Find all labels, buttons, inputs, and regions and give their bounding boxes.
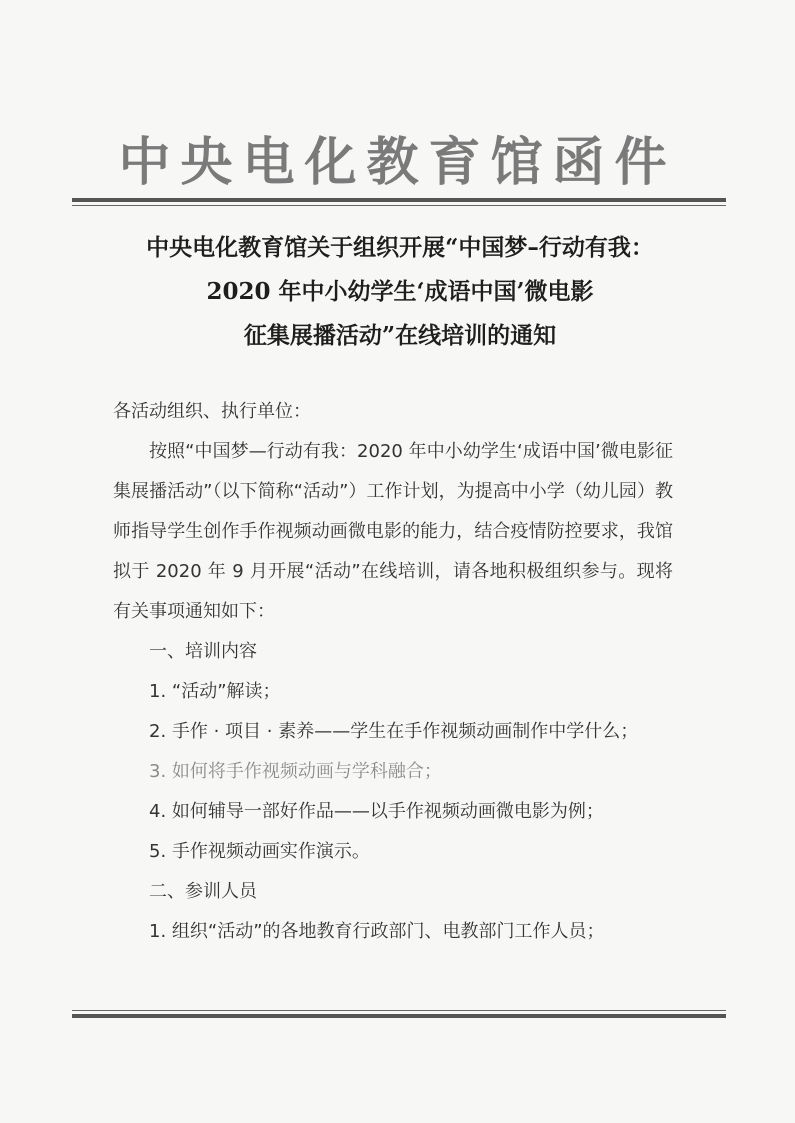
list-item: 1. “活动”解读； — [149, 681, 281, 702]
letterhead-title: 中央电化教育馆函件 — [118, 132, 677, 193]
list-item: 2. 手作 · 项目 · 素养——学生在手作视频动画制作中学什么； — [149, 721, 639, 742]
header-divider — [72, 198, 726, 206]
title-line-3: 征集展播活动”在线培训的通知 — [243, 322, 557, 349]
section-heading-participants: 二、参训人员 — [149, 881, 257, 902]
list-item: 1. 组织“活动”的各地教育行政部门、电教部门工作人员； — [149, 921, 605, 942]
list-item: 4. 如何辅导一部好作品——以手作视频动画微电影为例； — [149, 801, 604, 822]
title-line-2: 2020 年中小幼学生‘成语中国’微电影 — [206, 278, 594, 305]
list-item: 5. 手作视频动画实作演示。 — [149, 841, 370, 862]
notice-body — [113, 392, 673, 952]
footer-divider — [72, 1010, 726, 1018]
list-item: 3. 如何将手作视频动画与学科融合； — [149, 761, 442, 782]
section-heading-content: 一、培训内容 — [149, 641, 257, 662]
notice-title — [80, 226, 720, 358]
title-line-1: 中央电化教育馆关于组织开展“中国梦–行动有我： — [146, 234, 654, 261]
salutation: 各活动组织、执行单位： — [113, 401, 311, 422]
intro-paragraph: 按照“中国梦—行动有我：2020 年中小幼学生‘成语中国’微电影征集展播活动”（以下简称“活动”）工作计划，为提高中小学（幼儿园）教师指导学生创作手作视频动画微电影的能力，结合疫情防控要求，我馆拟于 2020 年 9 月开展“活动”在线培训，请各地积极组织参与。现将有关事项通知如下： — [113, 441, 673, 622]
